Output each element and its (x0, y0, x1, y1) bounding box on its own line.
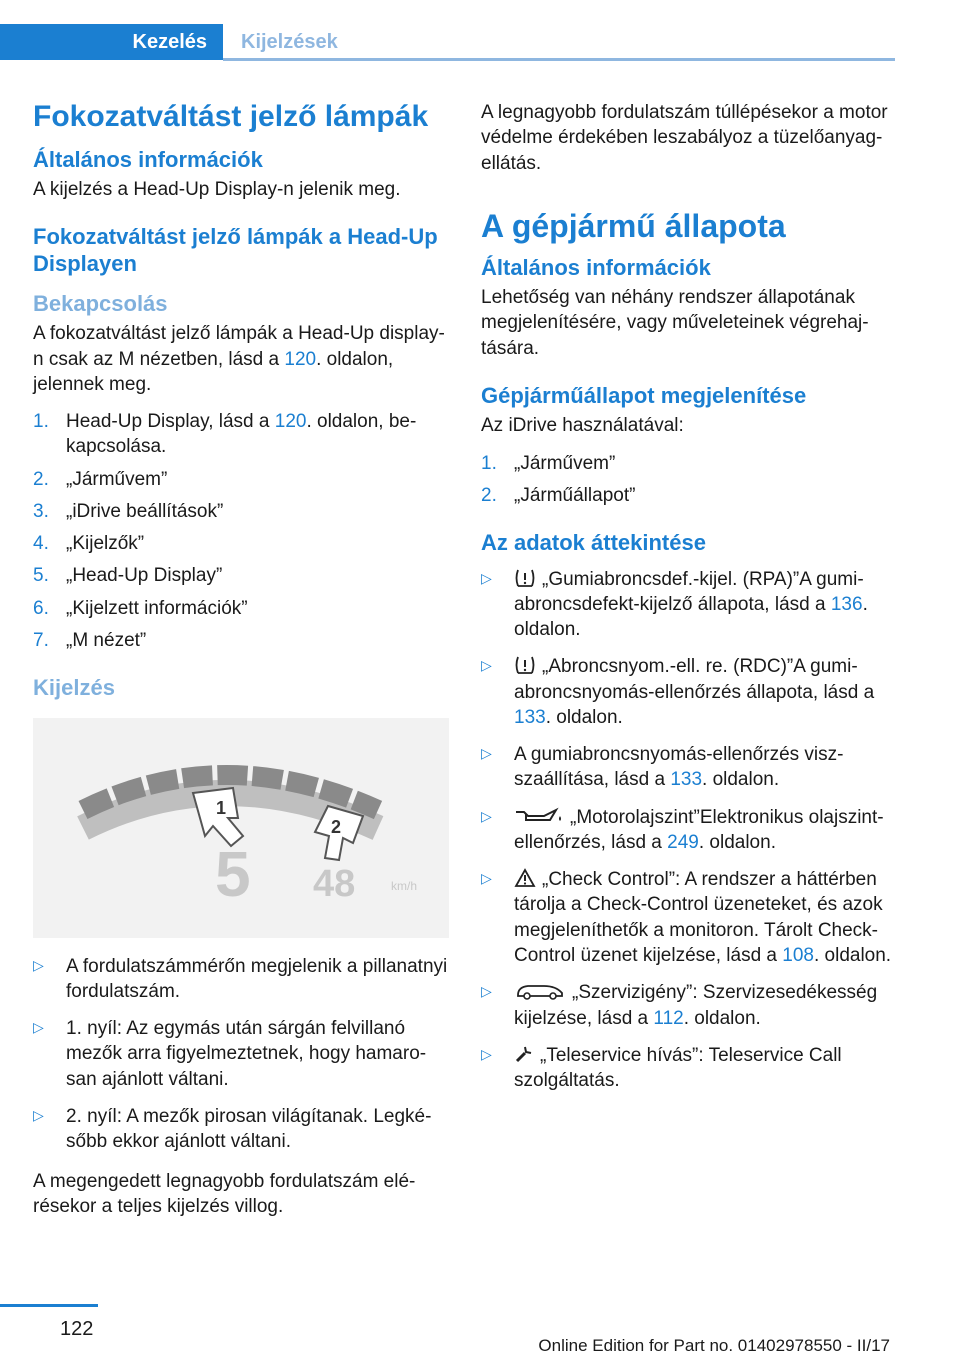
list-item (33, 628, 449, 653)
triangle-bullet-icon: ▷ (481, 657, 492, 674)
page-number: 122 (60, 1318, 94, 1340)
page-link[interactable]: 112 (653, 1007, 684, 1029)
general-text: A kijelzés a Head-Up Display-n jelenik meg. (33, 178, 401, 200)
tire-pressure-icon (514, 655, 536, 675)
general-heading: Általános információk (481, 254, 711, 280)
text-part: . oldalon. (545, 706, 623, 728)
text-part: . oldalon. (698, 831, 776, 853)
gear-indicator: 5 (215, 837, 251, 910)
text-part: A gumiabroncsnyomás-ellenőrzés viszszaállítása, lásd a (514, 744, 844, 791)
triangle-bullet-icon: ▷ (481, 569, 492, 586)
text-part: „Járművem” (66, 468, 168, 490)
text-part: „Check Control”: A rendszer a háttérben tárolja a Check-Control üzeneteket, és azok megjeleníthetők a monitoron. Tárolt Check-Control üzenet kijelzése, lásd a (514, 869, 883, 967)
switch-on-text (33, 321, 449, 397)
speed-readout: 48 (313, 862, 356, 905)
list-item (481, 1043, 896, 1094)
overview-heading: Az adatok áttekintése (481, 530, 706, 556)
page-link[interactable]: 108 (782, 945, 814, 967)
list-item (481, 483, 896, 508)
list-item (481, 742, 896, 793)
list-number: 1. (481, 452, 497, 474)
oil-can-icon (514, 806, 564, 826)
text-part: . oldalon. (702, 769, 780, 791)
page-link[interactable]: 136 (830, 593, 863, 615)
arrow-2-label: 2 (331, 816, 342, 837)
text-part: . oldalon, jelennek meg. (33, 348, 394, 395)
text-part: „M nézet” (66, 629, 147, 651)
list-item (481, 567, 896, 643)
text-part: „Abroncsnyom.-ell. re. (RDC)”A gumiabroncsnyomás-ellenőrzés állapota, lásd a (514, 656, 875, 703)
page-link[interactable]: 249 (667, 831, 699, 853)
list-item (33, 954, 449, 1005)
page-link[interactable]: 120 (274, 411, 307, 433)
triangle-bullet-icon: ▷ (481, 870, 492, 887)
list-item (33, 467, 449, 492)
text-part: A fordulatszámmérőn megjelenik a pillanatnyi fordulatszám. (66, 955, 448, 1002)
vehicle-status-title: A gépjármű állapota (481, 207, 786, 244)
text-part: 1. nyíl: Az egymás után sárgán felvillanó mezők arra figyelmeztetnek, hogy hamarosan ajánlott váltani. (66, 1018, 427, 1090)
list-number: 3. (33, 500, 49, 522)
triangle-bullet-icon: ▷ (33, 956, 44, 973)
list-item (481, 867, 896, 968)
text-part: „Gumiabroncsdef.-kijel. (RPA)”A gumiabroncsdefekt-kijelző állapota, lásd a (514, 568, 864, 615)
list-number: 2. (33, 468, 49, 490)
final-text: A megengedett legnagyobb fordulatszám elérésekor a teljes kijelzés villog. (33, 1170, 416, 1217)
list-item (33, 563, 449, 588)
triangle-bullet-icon: ▷ (481, 1045, 492, 1062)
warning-triangle-icon (514, 868, 536, 888)
shift-lights-illustration (33, 718, 449, 938)
page-link[interactable]: 133 (670, 769, 703, 791)
list-item (33, 1016, 449, 1092)
list-number: 1. (33, 411, 49, 433)
tab-underline (223, 58, 895, 61)
text-part: . oldalon. (813, 945, 892, 967)
speed-unit: km/h (391, 878, 418, 893)
footer-edition: Online Edition for Part no. 01402978550 - II/17 (538, 1336, 890, 1355)
text-part: „Szervizigény”: Szervizesedékesség kijelzése, lásd a (514, 982, 878, 1029)
tab-kezeles[interactable]: Kezelés (0, 24, 223, 60)
list-item (33, 596, 449, 621)
text-part: Head-Up Display, lásd a (66, 411, 275, 433)
show-status-heading: Gépjárműállapot megjelenítése (481, 382, 807, 408)
text-part: „Járműállapot” (514, 484, 636, 506)
tire-pressure-icon (514, 568, 536, 588)
list-number: 6. (33, 597, 49, 619)
general-text: Lehetőség van néhány rendszer állapotának megjelenítésére, vagy műveleteinek végrehajtására. (481, 287, 869, 359)
text-part: A fokozatváltást jelző lámpák a Head-Up display-n csak az M nézetben, lásd a (33, 323, 445, 370)
triangle-bullet-icon: ▷ (481, 745, 492, 762)
show-status-text: Az iDrive használatával: (481, 415, 684, 437)
header-tabs (0, 24, 895, 60)
text-part: „Teleservice hívás”: Teleservice Call szolgáltatás. (514, 1044, 842, 1092)
tab-kijelzesek[interactable]: Kijelzések (241, 30, 338, 53)
footer-accent-line (0, 1304, 98, 1307)
intro-text: A legnagyobb fordulatszám túllépésekor a motor védelme érdekében leszabályoz a tüzelőanyag-ellátás. (481, 102, 888, 174)
list-item (33, 409, 449, 460)
text-part: . oldalon. (683, 1007, 761, 1029)
triangle-bullet-icon: ▷ (33, 1019, 44, 1036)
text-part: „Motorolajszint”Elektronikus olajszint-ellenőrzés, lásd a (514, 806, 884, 853)
right-column (481, 100, 896, 1107)
overview-list (481, 567, 896, 1094)
list-number: 7. (33, 629, 49, 651)
text-part: . oldalon. (514, 593, 868, 641)
section-title: Fokozatváltást jelző lámpák (33, 100, 429, 133)
status-steps-list (481, 451, 896, 509)
list-item (481, 980, 896, 1031)
wrench-icon (514, 1044, 534, 1064)
text-part: „Kijelzők” (66, 533, 145, 555)
left-column (33, 100, 449, 1241)
text-part: „Járművem” (514, 452, 616, 474)
general-heading: Általános információk (33, 146, 263, 172)
display-bullets (33, 954, 449, 1155)
text-part: 2. nyíl: A mezők pirosan világítanak. Legkésőbb ekkor ajánlott váltani. (66, 1105, 432, 1153)
shift-lights-figure (33, 718, 449, 938)
hud-heading: Fokozatváltást jelző lámpák a Head-Up Displayen (33, 224, 438, 276)
list-item (481, 451, 896, 476)
text-part: . oldalon, bekapcsolása. (66, 411, 417, 458)
list-number: 5. (33, 565, 49, 587)
triangle-bullet-icon: ▷ (481, 983, 492, 1000)
list-item (481, 654, 896, 730)
page-link[interactable]: 133 (514, 706, 546, 728)
list-number: 4. (33, 533, 49, 555)
text-part: „Head-Up Display” (66, 565, 223, 587)
switch-on-heading: Bekapcsolás (33, 290, 168, 316)
list-item (481, 805, 896, 856)
service-car-icon (514, 981, 566, 1001)
list-item (33, 499, 449, 524)
display-heading: Kijelzés (33, 675, 115, 701)
page-link[interactable]: 120 (284, 348, 317, 370)
triangle-bullet-icon: ▷ (481, 807, 492, 824)
list-number: 2. (481, 484, 497, 506)
arrow-1-label: 1 (216, 797, 227, 818)
text-part: „iDrive beállítások” (66, 500, 224, 522)
triangle-bullet-icon: ▷ (33, 1106, 44, 1123)
list-item (33, 1104, 449, 1155)
steps-list (33, 409, 449, 653)
list-item (33, 531, 449, 556)
text-part: „Kijelzett információk” (66, 597, 248, 619)
